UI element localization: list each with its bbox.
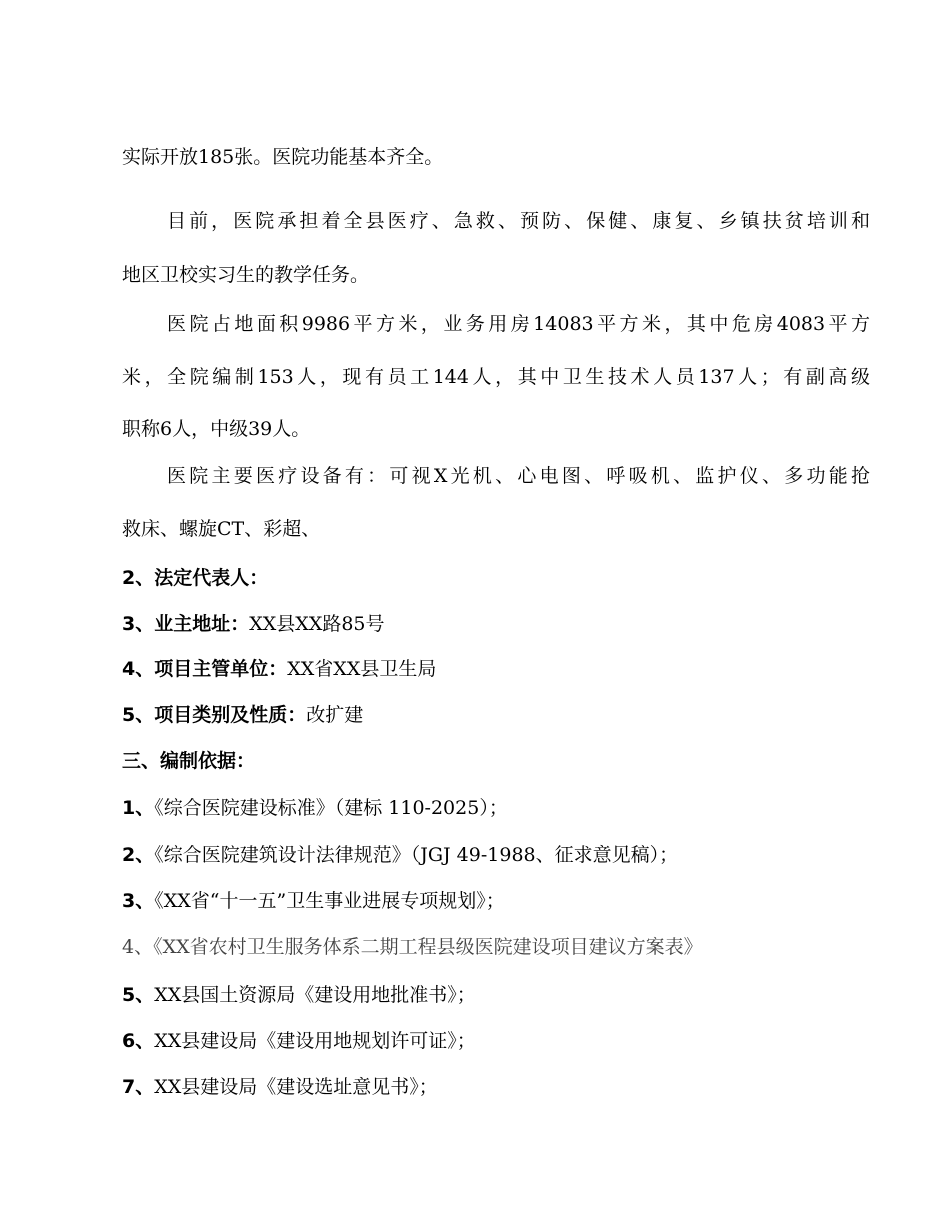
- basis-item: [122, 982, 476, 1008]
- basis-number: 4、: [122, 936, 154, 958]
- item-label: 2、法定代表人：: [122, 567, 269, 589]
- paragraph-line: 地区卫校实习生的教学任务。: [122, 264, 370, 286]
- item-value: 改扩建: [306, 704, 364, 726]
- basis-item: [122, 1028, 476, 1054]
- basis-item: [122, 1074, 438, 1100]
- item-label: 5、项目类别及性质：: [122, 704, 307, 726]
- paragraph-line: 职称6人，中级39人。: [122, 418, 311, 440]
- paragraph-line: 米，全院编制153人，现有员工144人，其中卫生技术人员137人；有副高级: [122, 366, 870, 388]
- basis-number: 5、: [122, 984, 155, 1006]
- item-value: XX省XX县卫生局: [287, 658, 437, 680]
- basis-number: 2、: [122, 844, 155, 866]
- list-item: [122, 702, 363, 728]
- basis-item: [122, 842, 678, 868]
- basis-number: 3、: [122, 890, 155, 912]
- basis-text: XX县建设局《建设选址意见书》；: [154, 1076, 438, 1098]
- basis-text: 《综合医院建筑设计法律规范》（JGJ 49-1988、征求意见稿）；: [154, 844, 679, 866]
- paragraph-line: 救床、螺旋CT、彩超、: [122, 518, 321, 540]
- basis-item: [122, 795, 508, 821]
- item-label: 3、业主地址：: [122, 613, 250, 635]
- basis-text: 《综合医院建设标准》（建标 110-2025）；: [154, 797, 508, 819]
- paragraph-line: 医院主要医疗设备有：可视X光机、心电图、呼吸机、监护仪、多功能抢: [167, 465, 870, 487]
- basis-number: 1、: [122, 797, 155, 819]
- basis-number: 6、: [122, 1030, 155, 1052]
- basis-item: [122, 888, 505, 914]
- paragraph-line: 医院占地面积9986平方米，业务用房14083平方米，其中危房4083平方: [167, 313, 870, 335]
- basis-number: 7、: [122, 1076, 155, 1098]
- basis-text: 《XX省农村卫生服务体系二期工程县级医院建设项目建议方案表》: [153, 936, 703, 958]
- section-heading: 三、编制依据：: [122, 750, 256, 772]
- item-label: 4、项目主管单位：: [122, 658, 288, 680]
- list-item: [122, 656, 436, 682]
- list-item: [122, 565, 268, 591]
- basis-text: XX县建设局《建设用地规划许可证》；: [154, 1030, 476, 1052]
- list-item: [122, 611, 385, 637]
- paragraph-line: 目前，医院承担着全县医疗、急救、预防、保健、康复、乡镇扶贫培训和: [167, 210, 870, 232]
- basis-text: XX县国土资源局《建设用地批准书》；: [154, 984, 476, 1006]
- basis-text: 《XX省“十一五”卫生事业进展专项规划》；: [154, 890, 505, 912]
- item-value: XX县XX路85号: [249, 613, 385, 635]
- paragraph-line: 实际开放185张。医院功能基本齐全。: [122, 146, 444, 168]
- basis-item: [122, 934, 703, 960]
